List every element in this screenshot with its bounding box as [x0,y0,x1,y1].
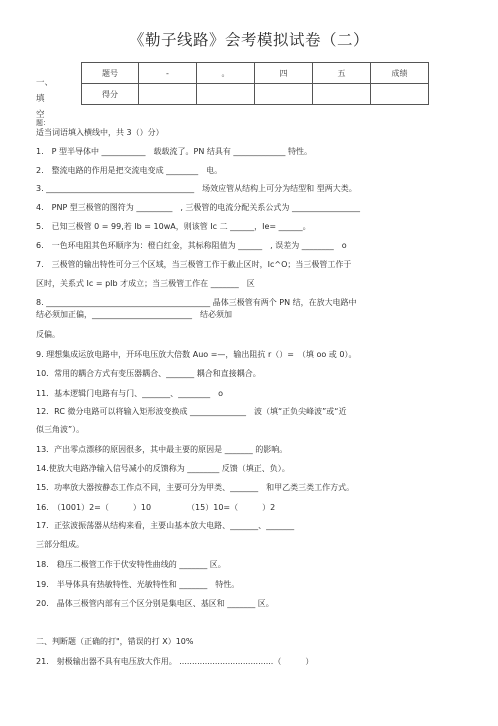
question-7: 7. 三极管的输出特性可分三个区域，当三极管工作于截止区时，Ic^O；当三极管工作于 [36,260,352,269]
question-3: 3. _____________________________________ 场效应管从结构上可分为结型和 型两大类。 [36,184,357,193]
score-header-cell: 成绩 [371,63,429,84]
section1-intro: 适当词语填入横线中，共 3（）分） [36,128,164,137]
question-13: 13．产出零点漂移的原因很多，其中最主要的原因是 _______ 的影响。 [36,445,288,454]
question-17: 17．正弦波振荡器从结构来看，主要山基本放大电路、_______、_______ [36,521,295,530]
score-cell [139,84,197,105]
exam-title: 《勒子线路》会考模拟试卷（二） [128,31,369,49]
score-table [81,62,429,105]
question-12: 12．RC 微分电路可以将输入矩形波变换成 ______________ 波（填“正负尖峰波”或“近 [36,407,347,416]
question-1: 1. P 型半导体中 ___________ 载载流了。PN 结具有 _____________ 特性。 [36,147,312,156]
score-cell [313,84,371,105]
score-header-cell: 五 [313,63,371,84]
score-header-cell: 四 [255,63,313,84]
score-cell [197,84,255,105]
question-16: 16. （1001）2=（ ）10 （15）10=（ ）2 [36,503,276,512]
question-2: 2. 整流电路的作用是把交流电变成 ________ 电。 [36,166,223,175]
question-6: 6. 一色环电阻其色环顺序为：橙白红金，其标称阻值为 ______ , 误差为 ________ o [36,241,347,250]
section2-header: 二、判断题（正确的打"，错误的打 X）10% [36,637,194,646]
question-8-cont: 结必须加正偏，_________________________ 结必须加 [36,310,232,319]
section1-side-label: 一、 [36,78,54,88]
score-cell [255,84,313,105]
question-21: 21. 射极输出器不具有电压放大作用。 .....................................（ ） [36,657,314,666]
section1-side-label: 题： [36,119,50,127]
question-15: 15．功率放大器按静态工作点不同，主要可分为甲类、_______ 和甲乙类三类工作方式。 [36,483,355,492]
score-cell [371,84,429,105]
question-12-cont: 似三角波”）。 [36,425,85,434]
question-7-cont: 区时，关系式 Ic = pIb 才成立；当三极管工作在 _______ 区 [36,279,255,288]
question-9: 9. 理想集成运放电路中，开环电压放大倍数 Auo =—，输出阻抗 r（）= （填 oo 或 0）。 [36,350,357,359]
question-19: 19. 半导体具有热敏特性、光敏特性和 _______ 特性。 [36,580,240,589]
score-header-cell: 。 [197,63,255,84]
question-20: 20. 晶体三极管内部有三个区分别是集电区、基区和 _______ 区。 [36,599,274,608]
question-8: 8. _________________________________________ 晶体三极管有两个 PN 结，在放大电路中 [36,298,357,307]
section1-side-label: 空 [36,110,45,120]
score-table-header-row [82,63,429,84]
question-4: 4. PNP 型三极管的图符为 _________ , 三极管的电流分配关系公式为 _________________ [36,203,360,212]
question-18: 18. 稳压二极管工作于伏安特性曲线的 _______ 区。 [36,560,226,569]
question-8-end: 反偏。 [36,330,60,339]
score-header-cell: - [139,63,197,84]
score-table-row [82,84,429,105]
question-5: 5. 已知三极管 0 = 99,若 Ib = 10wA，则该管 Ic 二 ______，Ie= ______。 [36,222,311,231]
score-header-cell: 题号 [82,63,139,84]
question-11: 11．基本逻辑门电路有与门、_______、________ o [36,389,224,398]
section1-side-label: 填 [36,94,45,104]
question-10: 10．常用的耦合方式有变压器耦合、_______ 耦合和直接耦合。 [36,369,261,378]
score-row-label: 得分 [82,84,139,105]
question-14: 14.使放大电路净输入信号减小的反馈称为 ________ 反馈（填正、负）。 [36,464,290,473]
question-17-cont: 三部分组成。 [36,540,84,549]
